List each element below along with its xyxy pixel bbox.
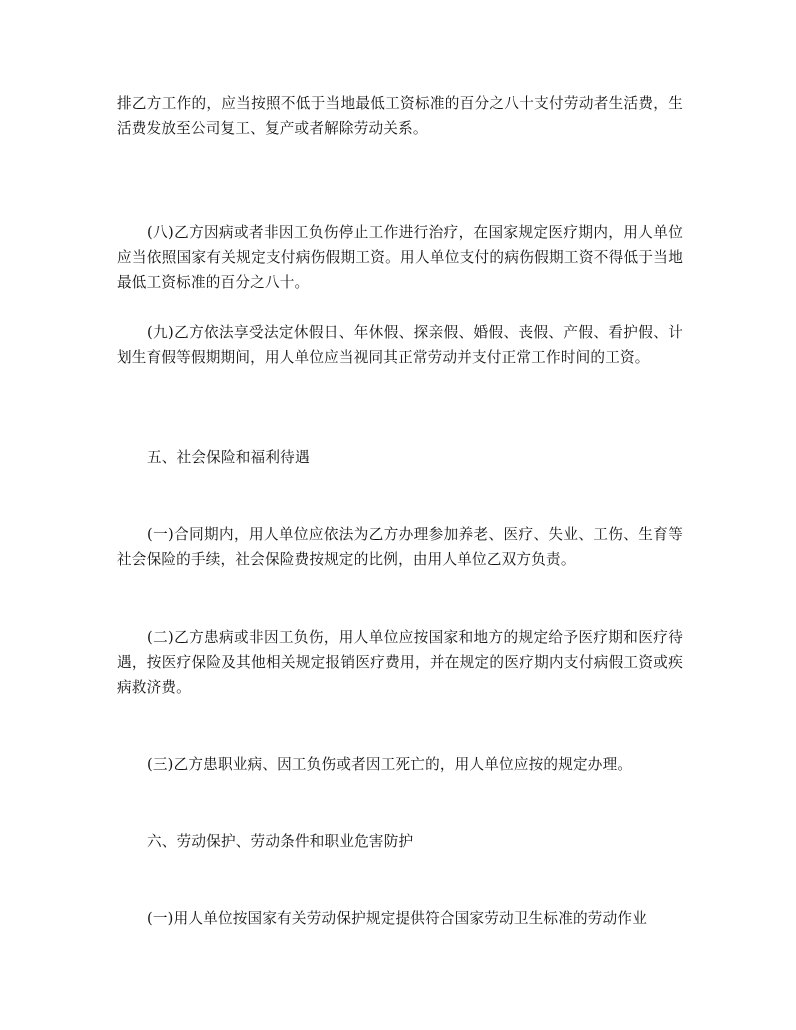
paragraph-item-3: (三)乙方患职业病、因工负伤或者因工死亡的，用人单位应按的规定办理。 — [147, 756, 633, 773]
paragraph-item-9: (九)乙方依法享受法定休假日、年休假、探亲假、婚假、丧假、产假、看护假、计划生育假等假期期间，用人单位应当视同其正常劳动并支付正常工作时间的工资。 — [117, 324, 683, 366]
section-heading-6: 六、劳动保护、劳动条件和职业危害防护 — [147, 833, 414, 850]
section-heading-5: 五、社会保险和福利待遇 — [147, 449, 310, 466]
paragraph-item-2: (二)乙方患病或非因工负伤，用人单位应按国家和地方的规定给予医疗期和医疗待遇，按医疗保险及其他相关规定报销医疗费用，并在规定的医疗期内支付病假工资或疾病救济费。 — [117, 629, 683, 696]
paragraph-continuation: 排乙方工作的，应当按照不低于当地最低工资标准的百分之八十支付劳动者生活费，生活费发放至公司复工、复产或者解除劳动关系。 — [117, 95, 683, 137]
paragraph-item-1: (一)合同期内，用人单位应依法为乙方办理参加养老、医疗、失业、工伤、生育等社会保险的手续，社会保险费按规定的比例，由用人单位乙双方负责。 — [117, 526, 683, 568]
paragraph-item-1-section-6: (一)用人单位按国家有关劳动保护规定提供符合国家劳动卫生标准的劳动作业 — [147, 910, 647, 927]
paragraph-item-8: (八)乙方因病或者非因工负伤停止工作进行治疗，在国家规定医疗期内，用人单位应当依照国家有关规定支付病伤假期工资。用人单位支付的病伤假期工资不得低于当地最低工资标准的百分之八十。 — [117, 224, 683, 291]
